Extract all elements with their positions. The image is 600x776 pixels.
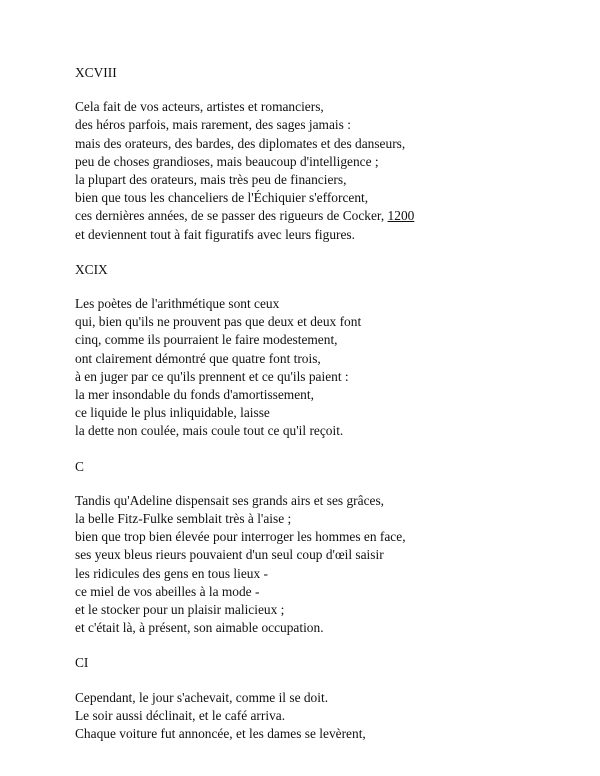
verse-line: à en juger par ce qu'ils prennent et ce qu'ils paient : xyxy=(75,368,349,384)
verse-line: bien que trop bien élevée pour interroger les hommes en face, xyxy=(75,529,406,545)
verse-line: et deviennent tout à fait figuratifs avec leurs figures. xyxy=(75,226,355,242)
verse-line: la dette non coulée, mais coule tout ce qu'il reçoit. xyxy=(75,423,344,439)
verse-line: des héros parfois, mais rarement, des sages jamais : xyxy=(75,117,351,133)
verse-line: et le stocker pour un plaisir malicieux ; xyxy=(75,602,285,618)
verse-line: cinq, comme ils pourraient le faire modestement, xyxy=(75,332,338,348)
verse-line: la belle Fitz-Fulke semblait très à l'aise ; xyxy=(75,511,292,527)
stanza-xcviii xyxy=(75,98,575,244)
stanza-number: C xyxy=(75,458,84,474)
poem-page xyxy=(75,64,575,760)
verse-line: les ridicules des gens en tous lieux - xyxy=(75,565,269,581)
stanza-number: XCIX xyxy=(75,261,108,277)
verse-line: Le soir aussi déclinait, et le café arriva. xyxy=(75,707,286,723)
verse-line: ses yeux bleus rieurs pouvaient d'un seul coup d'œil saisir xyxy=(75,547,384,563)
stanza-ci xyxy=(75,689,575,744)
verse-line: et c'était là, à présent, son aimable occupation. xyxy=(75,620,324,636)
verse-line: Cependant, le jour s'achevait, comme il se doit. xyxy=(75,689,329,705)
verse-line: peu de choses grandioses, mais beaucoup d'intelligence ; xyxy=(75,153,379,169)
verse-line: Cela fait de vos acteurs, artistes et romanciers, xyxy=(75,99,324,115)
stanza-xcix xyxy=(75,295,575,441)
verse-line: ce miel de vos abeilles à la mode - xyxy=(75,583,260,599)
verse-line: la plupart des orateurs, mais très peu de financiers, xyxy=(75,172,347,188)
verse-line: ce liquide le plus inliquidable, laisse xyxy=(75,405,270,421)
verse-line: la mer insondable du fonds d'amortissement, xyxy=(75,387,314,403)
stanza-c xyxy=(75,492,575,638)
stanza-number: CI xyxy=(75,655,89,671)
verse-line: Tandis qu'Adeline dispensait ses grands airs et ses grâces, xyxy=(75,492,385,508)
stanza-number: XCVIII xyxy=(75,65,117,80)
verse-line: ont clairement démontré que quatre font trois, xyxy=(75,350,321,366)
line-number-link[interactable]: 1200 xyxy=(387,208,415,224)
verse-line: mais des orateurs, des bardes, des diplomates et des danseurs, xyxy=(75,135,406,151)
verse-line: qui, bien qu'ils ne prouvent pas que deux et deux font xyxy=(75,314,362,330)
verse-line: Les poètes de l'arithmétique sont ceux xyxy=(75,296,280,312)
verse-line: Chaque voiture fut annoncée, et les dames se levèrent, xyxy=(75,726,366,742)
verse-line-with-number xyxy=(75,207,575,225)
verse-line: ces dernières années, de se passer des rigueurs de Cocker, xyxy=(75,208,385,224)
verse-line: bien que tous les chanceliers de l'Échiquier s'efforcent, xyxy=(75,190,369,206)
